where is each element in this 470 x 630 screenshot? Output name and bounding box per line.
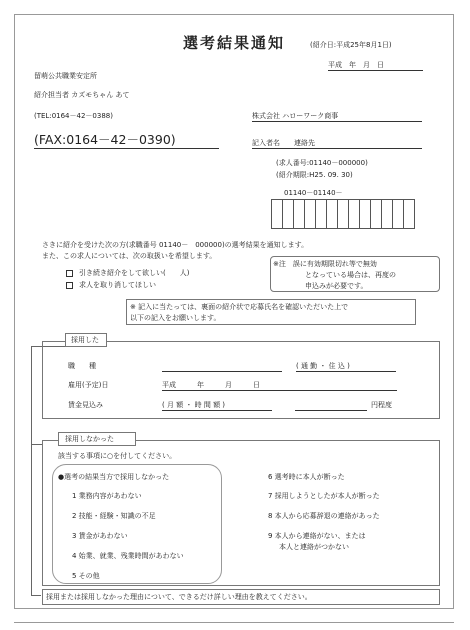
option-continue-label: 引き続き紹介をして欲しい( 人) <box>79 269 190 277</box>
applicant-number: 01140－01140－ <box>284 189 343 197</box>
reason-9[interactable]: 9 本人から連絡がない、または <box>268 532 366 540</box>
instruction-line-2: 以下の記入をお願いします。 <box>130 314 221 322</box>
job-type-label: 職 種 <box>68 362 96 370</box>
note-line-2: となっている場合は、再度の <box>305 271 396 279</box>
wage-type[interactable]: ( 月 額 ・ 時 間 額 ) <box>162 400 272 411</box>
employment-date-field[interactable]: 平成 年 月 日 <box>162 380 397 391</box>
option-cancel[interactable] <box>66 280 156 290</box>
job-number: (求人番号:01140－000000) <box>276 159 368 167</box>
office-tel: (TEL:0164－42－0388) <box>34 112 113 120</box>
employment-type[interactable]: ( 通 勤 ・ 住 込 ) <box>296 361 396 372</box>
reason-4[interactable]: 4 始業、就業、残業時間があわない <box>72 552 184 560</box>
bracket-line <box>31 346 32 596</box>
reason-detail-note: 採用または採用しなかった理由について、できるだけ詳しい理由を教えてください。 <box>46 593 312 601</box>
note-line-3: 申込みが必要です。 <box>305 282 368 290</box>
bracket-line <box>31 595 41 596</box>
reason-2[interactable]: 2 技能・経験・知識の不足 <box>72 512 156 520</box>
notice-line-1: さきに紹介を受けた次の方(求職番号 01140－ 000000)の選考結果を通知します。 <box>42 241 309 249</box>
checkbox[interactable] <box>66 270 73 277</box>
adopted-label[interactable]: 採用した <box>65 333 107 347</box>
reason-9-continued: 本人と連絡がつかない <box>279 543 349 551</box>
reason-main[interactable]: ●選考の結果当方で採用しなかった <box>58 473 170 481</box>
reason-1[interactable]: 1 業務内容があわない <box>72 492 142 500</box>
page-divider <box>14 622 454 623</box>
wage-label: 賃金見込み <box>68 401 103 409</box>
office-fax: (FAX:0164－42－0390) <box>34 130 219 149</box>
office-name: 留萌公共職業安定所 <box>34 72 97 80</box>
notice-line-2: また、この求人については、次の取扱いを希望します。 <box>42 252 217 260</box>
staff-name: 紹介担当者 カズモちゃん あて <box>34 91 130 99</box>
reason-7[interactable]: 7 採用しようとしたが本人が断った <box>268 492 380 500</box>
wage-amount-field[interactable] <box>295 409 367 411</box>
option-continue[interactable] <box>66 268 189 278</box>
number-box[interactable] <box>403 199 415 229</box>
intro-period: (紹介期限:H25. 09. 30) <box>276 171 353 179</box>
form-title: 選考結果通知 <box>183 34 286 52</box>
wage-unit: 円程度 <box>371 401 392 409</box>
option-cancel-label: 求人を取り消してほしい <box>79 281 156 289</box>
note-line-1: ※注 誤に有効期限切れ等で無効 <box>273 260 377 268</box>
reason-5[interactable]: 5 その他 <box>72 572 100 580</box>
rejected-label[interactable]: 採用しなかった <box>58 432 136 446</box>
instruction-line-1: ※ 記入に当たっては、裏面の紹介状で応募氏名を確認いただいた上で <box>130 303 349 311</box>
reply-date: 平成 年 月 日 <box>328 60 423 71</box>
job-type-field[interactable] <box>162 370 282 372</box>
recorder-field[interactable]: 記入者名 連絡先 <box>252 138 422 149</box>
company-name: 株式会社 ハローワーク商事 <box>252 111 422 122</box>
reason-3[interactable]: 3 賃金があわない <box>72 532 128 540</box>
introduction-date: (紹介日:平成25年8月1日) <box>310 41 392 49</box>
reason-8[interactable]: 8 本人から応募辞退の連絡があった <box>268 512 380 520</box>
reason-6[interactable]: 6 選考時に本人が断った <box>268 473 345 481</box>
checkbox[interactable] <box>66 282 73 289</box>
reason-group-box <box>52 464 222 584</box>
employment-date-label: 雇用(予定)日 <box>68 381 109 389</box>
applicant-number-boxes[interactable] <box>271 199 414 229</box>
rejected-instruction: 該当する事項に○を付してください。 <box>58 452 177 460</box>
